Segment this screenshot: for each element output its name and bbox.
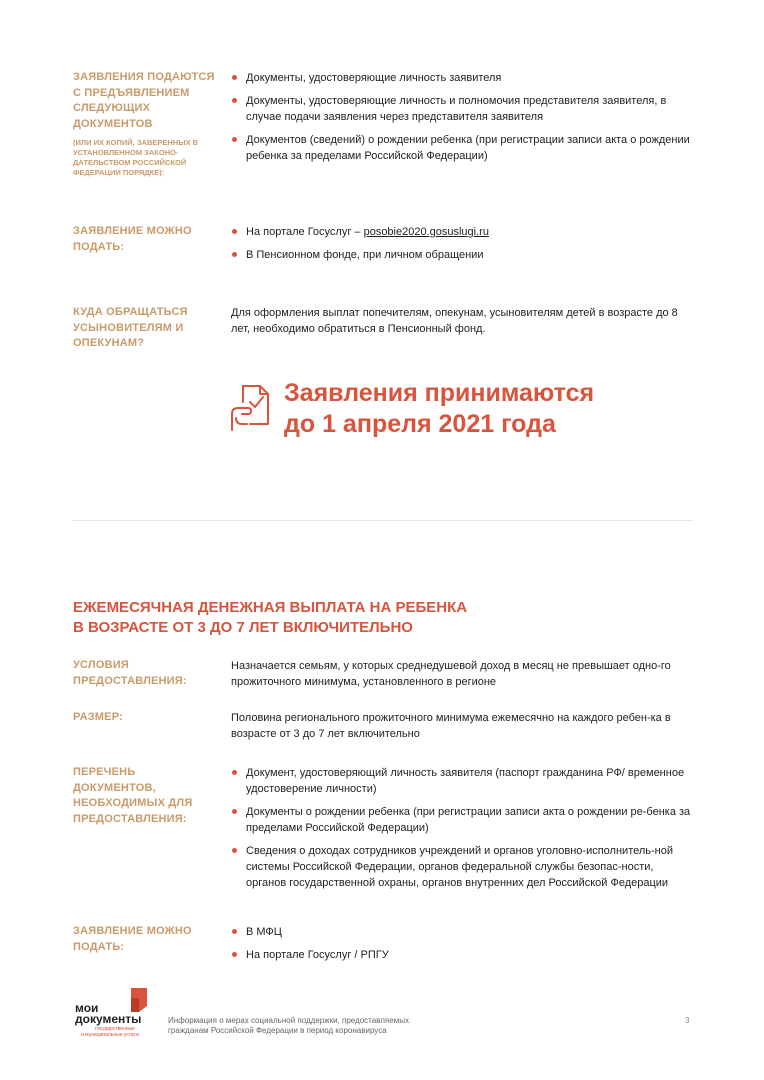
svg-text:мои: мои [75,1001,99,1015]
deadline-banner [230,378,680,448]
section-divider [73,520,693,521]
docs-label: ПЕРЕЧЕНЬ ДОКУМЕНТОВ, НЕОБХОДИМЫХ ДЛЯ ПРЕДОСТАВЛЕНИЯ: [73,766,193,825]
apply2-list [231,924,693,963]
size-label: РАЗМЕР: [73,711,123,723]
documents-list-wrap [231,70,693,171]
document-hand-check-icon [230,380,270,436]
svg-text:и муниципальные услуги: и муниципальные услуги [81,1032,139,1038]
guardians-label: КУДА ОБРАЩАТЬСЯ УСЫНОВИТЕЛЯМ И ОПЕКУНАМ? [73,306,188,349]
list-item: На портале Госуслуг / РПГУ [231,947,693,963]
list-item: Документ, удостоверяющий личность заявителя (паспорт гражданина РФ/ временное удостоверение личности) [231,765,693,797]
list-item: В Пенсионном фонде, при личном обращении [231,247,693,263]
docs-list [231,765,693,891]
footer-text: Информация о мерах социальной поддержки, предоставляемых гражданам Российской Федерации в период коронавируса [168,1016,409,1035]
apply2-list-wrap [231,924,693,970]
documents-list [231,70,693,164]
moi-dokumenty-logo [73,986,159,1038]
list-item: Сведения о доходах сотрудников учреждений и органов уголовно-исполнитель-ной системы Российской Федерации, органов федеральной службы безопас-ности, органов государственной охраны, органов внутренних дел Российской Федерации [231,843,693,891]
list-item: На портале Госуслуг – posobie2020.gosuslugi.ru [231,224,693,240]
conditions-text: Назначается семьям, у которых среднедушевой доход в месяц не превышает одно-го прожиточного минимума, установленного в регионе [231,660,671,688]
apply-list-wrap [231,224,693,270]
gosuslugi-link[interactable]: posobie2020.gosuslugi.ru [363,226,489,238]
list-item: Документов (сведений) о рождении ребенка (при регистрации записи акта о рождении ребенка за пределами Российской Федерации) [231,132,693,164]
logo-mark-icon [73,986,159,1038]
section-title: ЕЖЕМЕСЯЧНАЯ ДЕНЕЖНАЯ ВЫПЛАТА НА РЕБЕНКА В ВОЗРАСТЕ ОТ 3 ДО 7 ЛЕТ ВКЛЮЧИТЕЛЬНО [73,599,468,636]
svg-text:документы: документы [75,1012,142,1026]
list-item: Документы, удостоверяющие личность и полномочия представителя заявителя, в случае подачи заявления через представителя заявителя [231,93,693,125]
size-text: Половина регионального прожиточного минимума ежемесячно на каждого ребен-ка в возрасте от 3 до 7 лет включительно [231,712,671,740]
page-number: 3 [685,1016,690,1025]
documents-label: ЗАЯВЛЕНИЯ ПОДАЮТСЯ С ПРЕДЪЯВЛЕНИЕМ СЛЕДУЮЩИХ ДОКУМЕНТОВ (ИЛИ ИХ КОПИЙ, ЗАВЕРЕННЫХ В УСТАНОВЛЕННОМ ЗАКОНО-ДАТЕЛЬСТВОМ РОССИЙСКОЙ ФЕДЕРАЦИИ ПОРЯДКЕ): [73,70,221,178]
list-item: Документы о рождении ребенка (при регистрации записи акта о рождении ре-бенка за пределами Российской Федерации) [231,804,693,836]
list-item: Документы, удостоверяющие личность заявителя [231,70,693,86]
docs-list-wrap [231,765,693,898]
documents-note: (ИЛИ ИХ КОПИЙ, ЗАВЕРЕННЫХ В УСТАНОВЛЕННОМ ЗАКОНО-ДАТЕЛЬСТВОМ РОССИЙСКОЙ ФЕДЕРАЦИИ ПОРЯДКЕ): [73,138,199,177]
list-item: В МФЦ [231,924,693,940]
svg-text:государственные: государственные [95,1026,135,1032]
conditions-label: УСЛОВИЯ ПРЕДОСТАВЛЕНИЯ: [73,659,187,687]
apply2-label: ЗАЯВЛЕНИЕ МОЖНО ПОДАТЬ: [73,925,192,953]
deadline-text: Заявления принимаются до 1 апреля 2021 года [284,379,595,438]
apply-label: ЗАЯВЛЕНИЕ МОЖНО ПОДАТЬ: [73,225,192,253]
apply-list [231,224,693,263]
guardians-text: Для оформления выплат попечителям, опекунам, усыновителям детей в возрасте до 8 лет, необходимо обратиться в Пенсионный фонд. [231,307,678,335]
